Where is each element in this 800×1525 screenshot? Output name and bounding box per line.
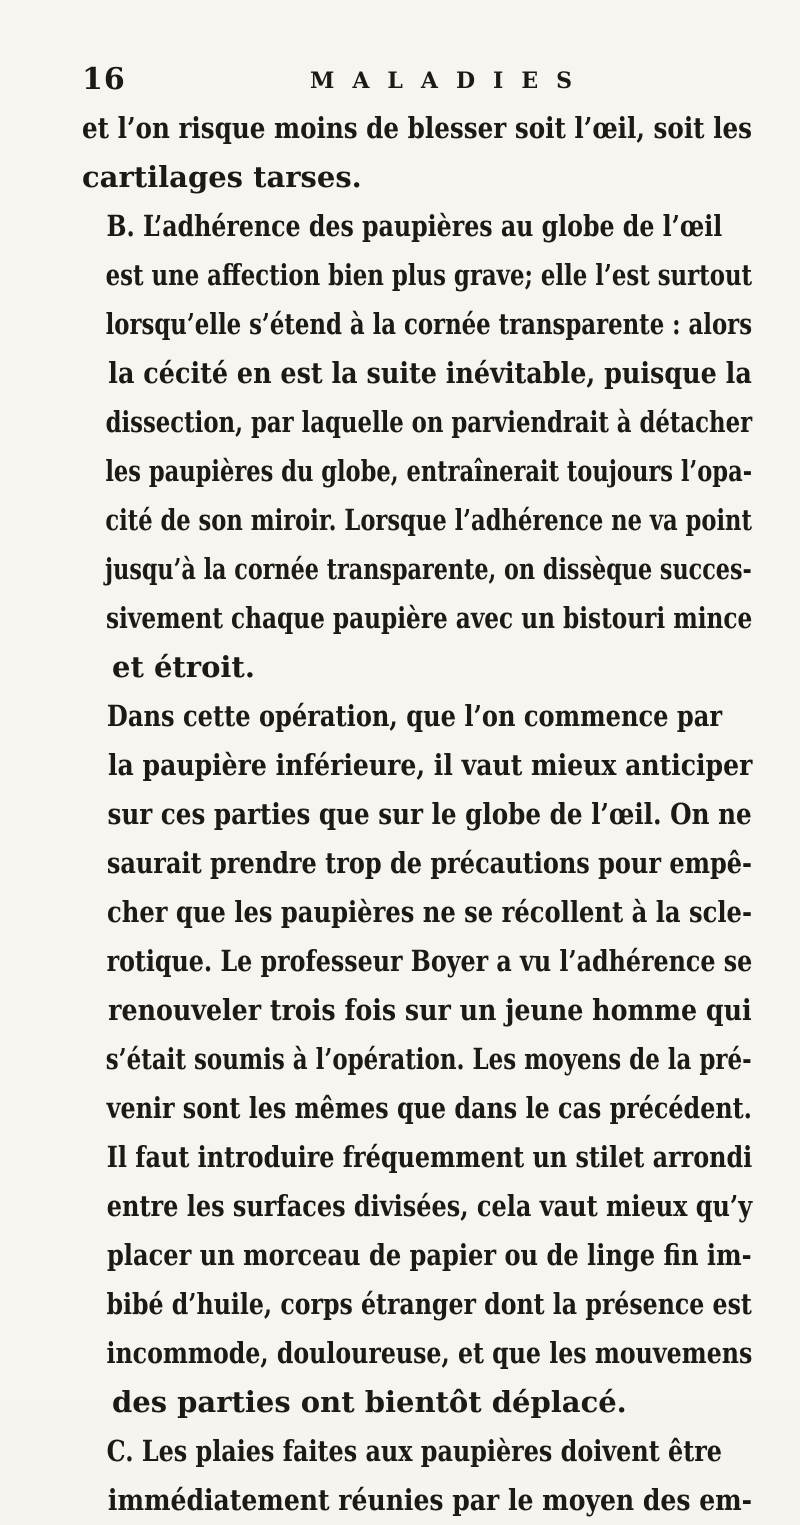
- text-line: est une affection bien plus grave; elle l’est surtout: [105, 258, 753, 292]
- text-line: cartilages tarses.: [82, 160, 362, 194]
- text-line: lorsqu’elle s’étend à la cornée transparente : alors: [105, 307, 753, 341]
- text-line: entre les surfaces divisées, cela vaut mieux qu’y: [106, 1189, 753, 1223]
- text-line: renouveler trois fois sur un jeune homme qui: [108, 993, 752, 1027]
- text-line: incommode, douloureuse, et que les mouvemens: [106, 1336, 753, 1370]
- text-line: placer un morceau de papier ou de linge fin im-: [106, 1238, 752, 1272]
- text-line: B. L’adhérence des paupières au globe de l’œil: [106, 209, 723, 243]
- text-line: cher que les paupières ne se récollent à la scle-: [107, 895, 752, 929]
- text-line: rotique. Le professeur Boyer a vu l’adhérence se: [106, 944, 753, 978]
- text-line: des parties ont bientôt déplacé.: [112, 1385, 627, 1419]
- text-line: Dans cette opération, que l’on commence par: [106, 699, 723, 733]
- text-line: dissection, par laquelle on parviendrait à détacher: [105, 405, 753, 439]
- running-head: [82, 62, 742, 102]
- text-line: saurait prendre trop de précautions pour empê-: [106, 846, 752, 880]
- text-line: s’était soumis à l’opération. Les moyens de la pré-: [105, 1042, 752, 1076]
- paragraph: [82, 1427, 752, 1525]
- text-line: sivement chaque paupière avec un bistouri mince: [105, 601, 753, 635]
- body-text: [82, 104, 752, 1525]
- text-line: immédiatement réunies par le moyen des em-: [107, 1483, 753, 1517]
- page-number: 16: [82, 62, 126, 97]
- text-line: et l’on risque moins de blesser soit l’œil, soit les: [82, 111, 753, 145]
- text-line: sur ces parties que sur le globe de l’œil. On ne: [107, 797, 752, 831]
- text-line: bibé d’huile, corps étranger dont la présence est: [106, 1287, 752, 1321]
- running-title: MALADIES: [310, 68, 590, 94]
- text-line: la paupière inférieure, il vaut mieux anticiper: [107, 748, 753, 782]
- text-line: C. Les plaies faites aux paupières doivent être: [106, 1434, 722, 1468]
- text-line: venir sont les mêmes que dans le cas précédent.: [106, 1091, 752, 1125]
- text-line: cité de son miroir. Lorsque l’adhérence ne va point: [105, 503, 752, 537]
- paragraph: [82, 202, 752, 692]
- text-line: et étroit.: [112, 650, 255, 684]
- paragraph: [82, 692, 752, 1427]
- text-line: jusqu’à la cornée transparente, on dissèque succes-: [105, 552, 752, 586]
- text-line: la cécité en est la suite inévitable, puisque la: [108, 356, 752, 390]
- paragraph: [82, 104, 752, 202]
- text-line: Il faut introduire fréquemment un stilet arrondi: [106, 1140, 753, 1174]
- text-line: les paupières du globe, entraînerait toujours l’opa-: [105, 454, 753, 488]
